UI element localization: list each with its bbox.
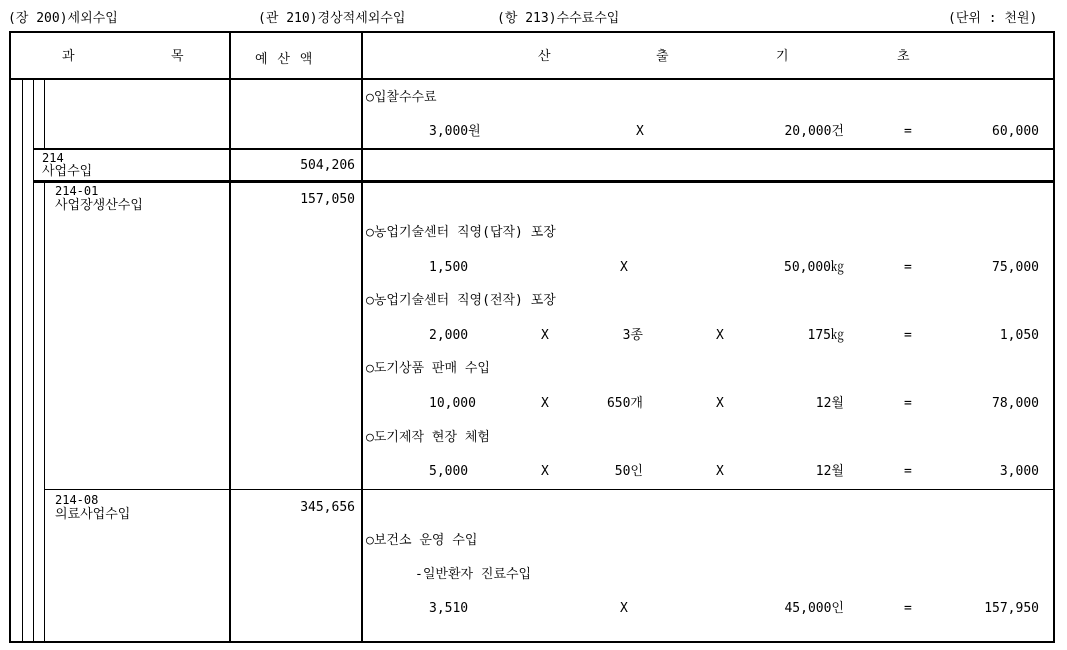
item3-eq: = (904, 396, 912, 411)
item2-amount: 1,050 (999, 328, 1039, 343)
health-amount: 157,950 (984, 601, 1039, 616)
chapter-label: (장 200)세외수입 (8, 11, 118, 26)
item2-b: 3종 (622, 328, 643, 343)
bid-equals: = (904, 124, 912, 139)
item4-x2: X (716, 464, 724, 479)
item4-a: 5,000 (429, 464, 469, 479)
item1-amount: 75,000 (992, 260, 1039, 275)
item2-title: ○농업기술센터 직영(전작) 포장 (366, 293, 556, 308)
item4-amount: 3,000 (999, 464, 1039, 479)
bid-times: X (636, 124, 644, 139)
budget-214-01: 157,050 (300, 192, 355, 207)
health-c: 45,000인 (784, 601, 844, 616)
item1-eq: = (904, 260, 912, 275)
bid-unit-price: 3,000원 (429, 124, 481, 139)
item3-amount: 78,000 (992, 396, 1039, 411)
unit-label: (단위 : 천원) (948, 11, 1038, 26)
item3-c: 12월 (815, 396, 844, 411)
budget-214-08: 345,656 (300, 500, 355, 515)
item2-c: 175㎏ (807, 328, 844, 343)
item1-c: 50,000㎏ (784, 260, 844, 275)
item4-b: 50인 (614, 464, 643, 479)
item3-x2: X (716, 396, 724, 411)
item4-eq: = (904, 464, 912, 479)
health-center-title: ○보건소 운영 수입 (366, 533, 478, 548)
item4-c: 12월 (815, 464, 844, 479)
name-214-01: 사업장생산수입 (55, 198, 143, 213)
section-label: (관 210)경상적세외수입 (258, 11, 406, 26)
item4-title: ○도기제작 현장 체험 (366, 430, 490, 445)
bid-amount: 60,000 (992, 124, 1039, 139)
name-214-08: 의료사업수입 (55, 507, 131, 522)
health-eq: = (904, 601, 912, 616)
item2-x2: X (716, 328, 724, 343)
item1-x1: X (620, 260, 628, 275)
item-label: (항 213)수수료수입 (497, 11, 620, 26)
item1-a: 1,500 (429, 260, 469, 275)
item1-title: ○농업기술센터 직영(답작) 포장 (366, 225, 556, 240)
header-calc-3: 기 (776, 49, 789, 64)
item2-eq: = (904, 328, 912, 343)
item2-x1: X (541, 328, 549, 343)
health-a: 3,510 (429, 601, 469, 616)
header-subject-1: 과 (62, 49, 75, 64)
bid-qty: 20,000건 (784, 124, 844, 139)
code-214-01: 214-01 (55, 184, 99, 198)
item3-b: 650개 (606, 396, 643, 411)
item3-x1: X (541, 396, 549, 411)
item3-a: 10,000 (429, 396, 476, 411)
header-calc-1: 산 (538, 49, 551, 64)
health-x1: X (620, 601, 628, 616)
item3-title: ○도기상품 판매 수입 (366, 361, 490, 376)
budget-214: 504,206 (300, 158, 355, 173)
header-subject-2: 목 (171, 49, 184, 64)
item2-a: 2,000 (429, 328, 469, 343)
name-214: 사업수입 (42, 164, 93, 179)
code-214-08: 214-08 (55, 493, 99, 507)
item4-x1: X (541, 464, 549, 479)
header-calc-4: 초 (897, 49, 910, 64)
header-calc-2: 출 (656, 49, 669, 64)
bid-fee-title: ○입찰수수료 (366, 90, 437, 105)
code-214: 214 (42, 151, 64, 165)
header-budget: 예 산 액 (255, 52, 314, 67)
general-patient-sub: -일반환자 진료수입 (415, 567, 532, 582)
